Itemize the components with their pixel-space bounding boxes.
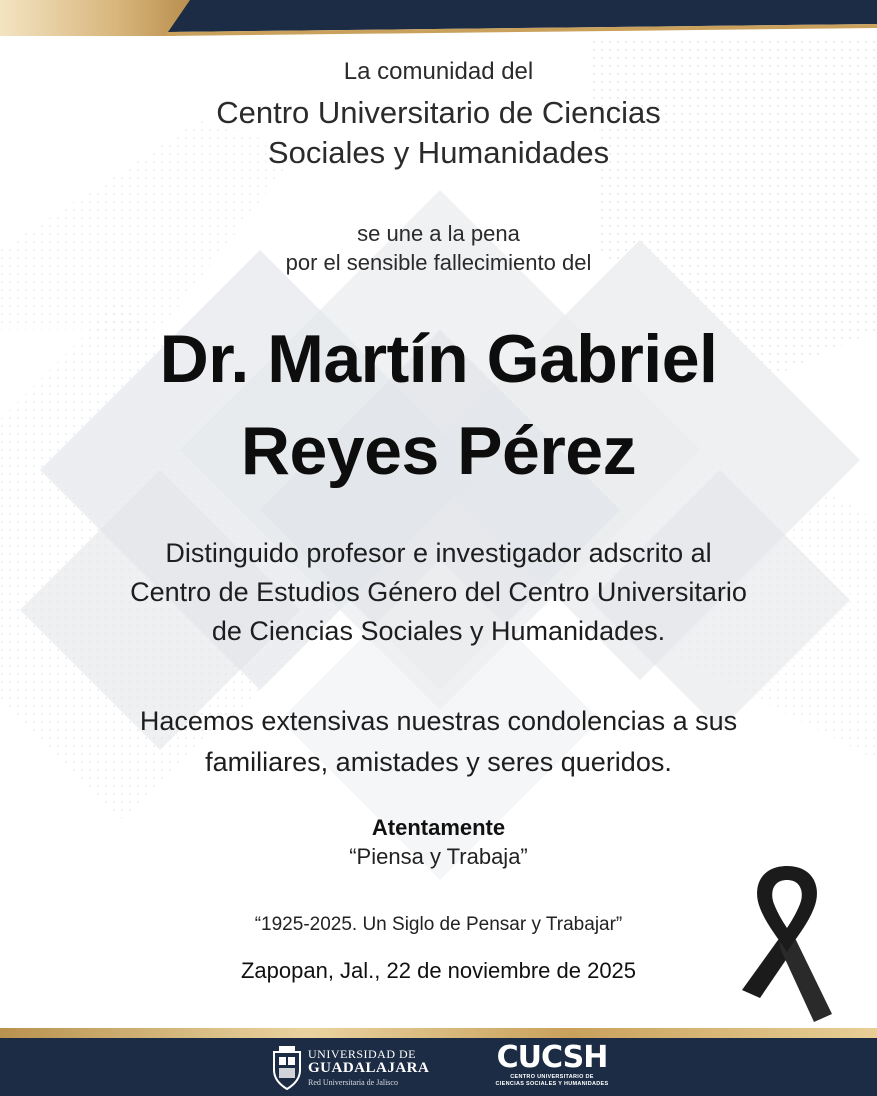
description-line-1: Distinguido profesor e investigador adscrito al: [165, 538, 712, 568]
footer-bar: [0, 1028, 877, 1096]
intro-line-4: se une a la pena: [357, 221, 520, 246]
mourning-ribbon-icon: [738, 862, 836, 1028]
closing-title: Atentamente: [371, 815, 506, 840]
deceased-name-line-2: Reyes Pérez: [240, 413, 637, 489]
deceased-name-line-1: Dr. Martín Gabriel: [159, 321, 718, 397]
intro-line-1: La comunidad del: [343, 58, 534, 85]
description-line-2: Centro de Estudios Género del Centro Universitario: [130, 577, 747, 607]
century-slogan: “1925-2025. Un Siglo de Pensar y Trabajar”: [254, 914, 623, 935]
intro-line-3: Sociales y Humanidades: [267, 135, 610, 170]
udg-line-1: UNIVERSIDAD DE: [308, 1047, 416, 1061]
closing-motto: “Piensa y Trabaja”: [349, 844, 528, 869]
cucsh-subtitle-2: CIENCIAS SOCIALES Y HUMANIDADES: [495, 1081, 609, 1087]
place-date: Zapopan, Jal., 22 de noviembre de 2025: [240, 958, 637, 983]
cucsh-title: CUCSH: [496, 1040, 608, 1075]
udg-seal-icon: [270, 1044, 304, 1090]
condolences-line-2: familiares, amistades y seres queridos.: [205, 747, 672, 777]
description-line-3: de Ciencias Sociales y Humanidades.: [211, 616, 666, 646]
udg-line-3: Red Universitaria de Jalisco: [308, 1078, 398, 1087]
condolences-line-1: Hacemos extensivas nuestras condolencias a sus: [139, 706, 738, 736]
footer-gold-stripe: [0, 1028, 877, 1038]
udg-line-2: GUADALAJARA: [308, 1060, 430, 1076]
intro-line-2: Centro Universitario de Ciencias: [216, 95, 661, 130]
intro-line-5: por el sensible fallecimiento del: [285, 250, 592, 275]
udg-logo: [270, 1044, 430, 1092]
cucsh-logo: [492, 1042, 612, 1092]
cucsh-subtitle-1: CENTRO UNIVERSITARIO DE: [510, 1074, 594, 1080]
